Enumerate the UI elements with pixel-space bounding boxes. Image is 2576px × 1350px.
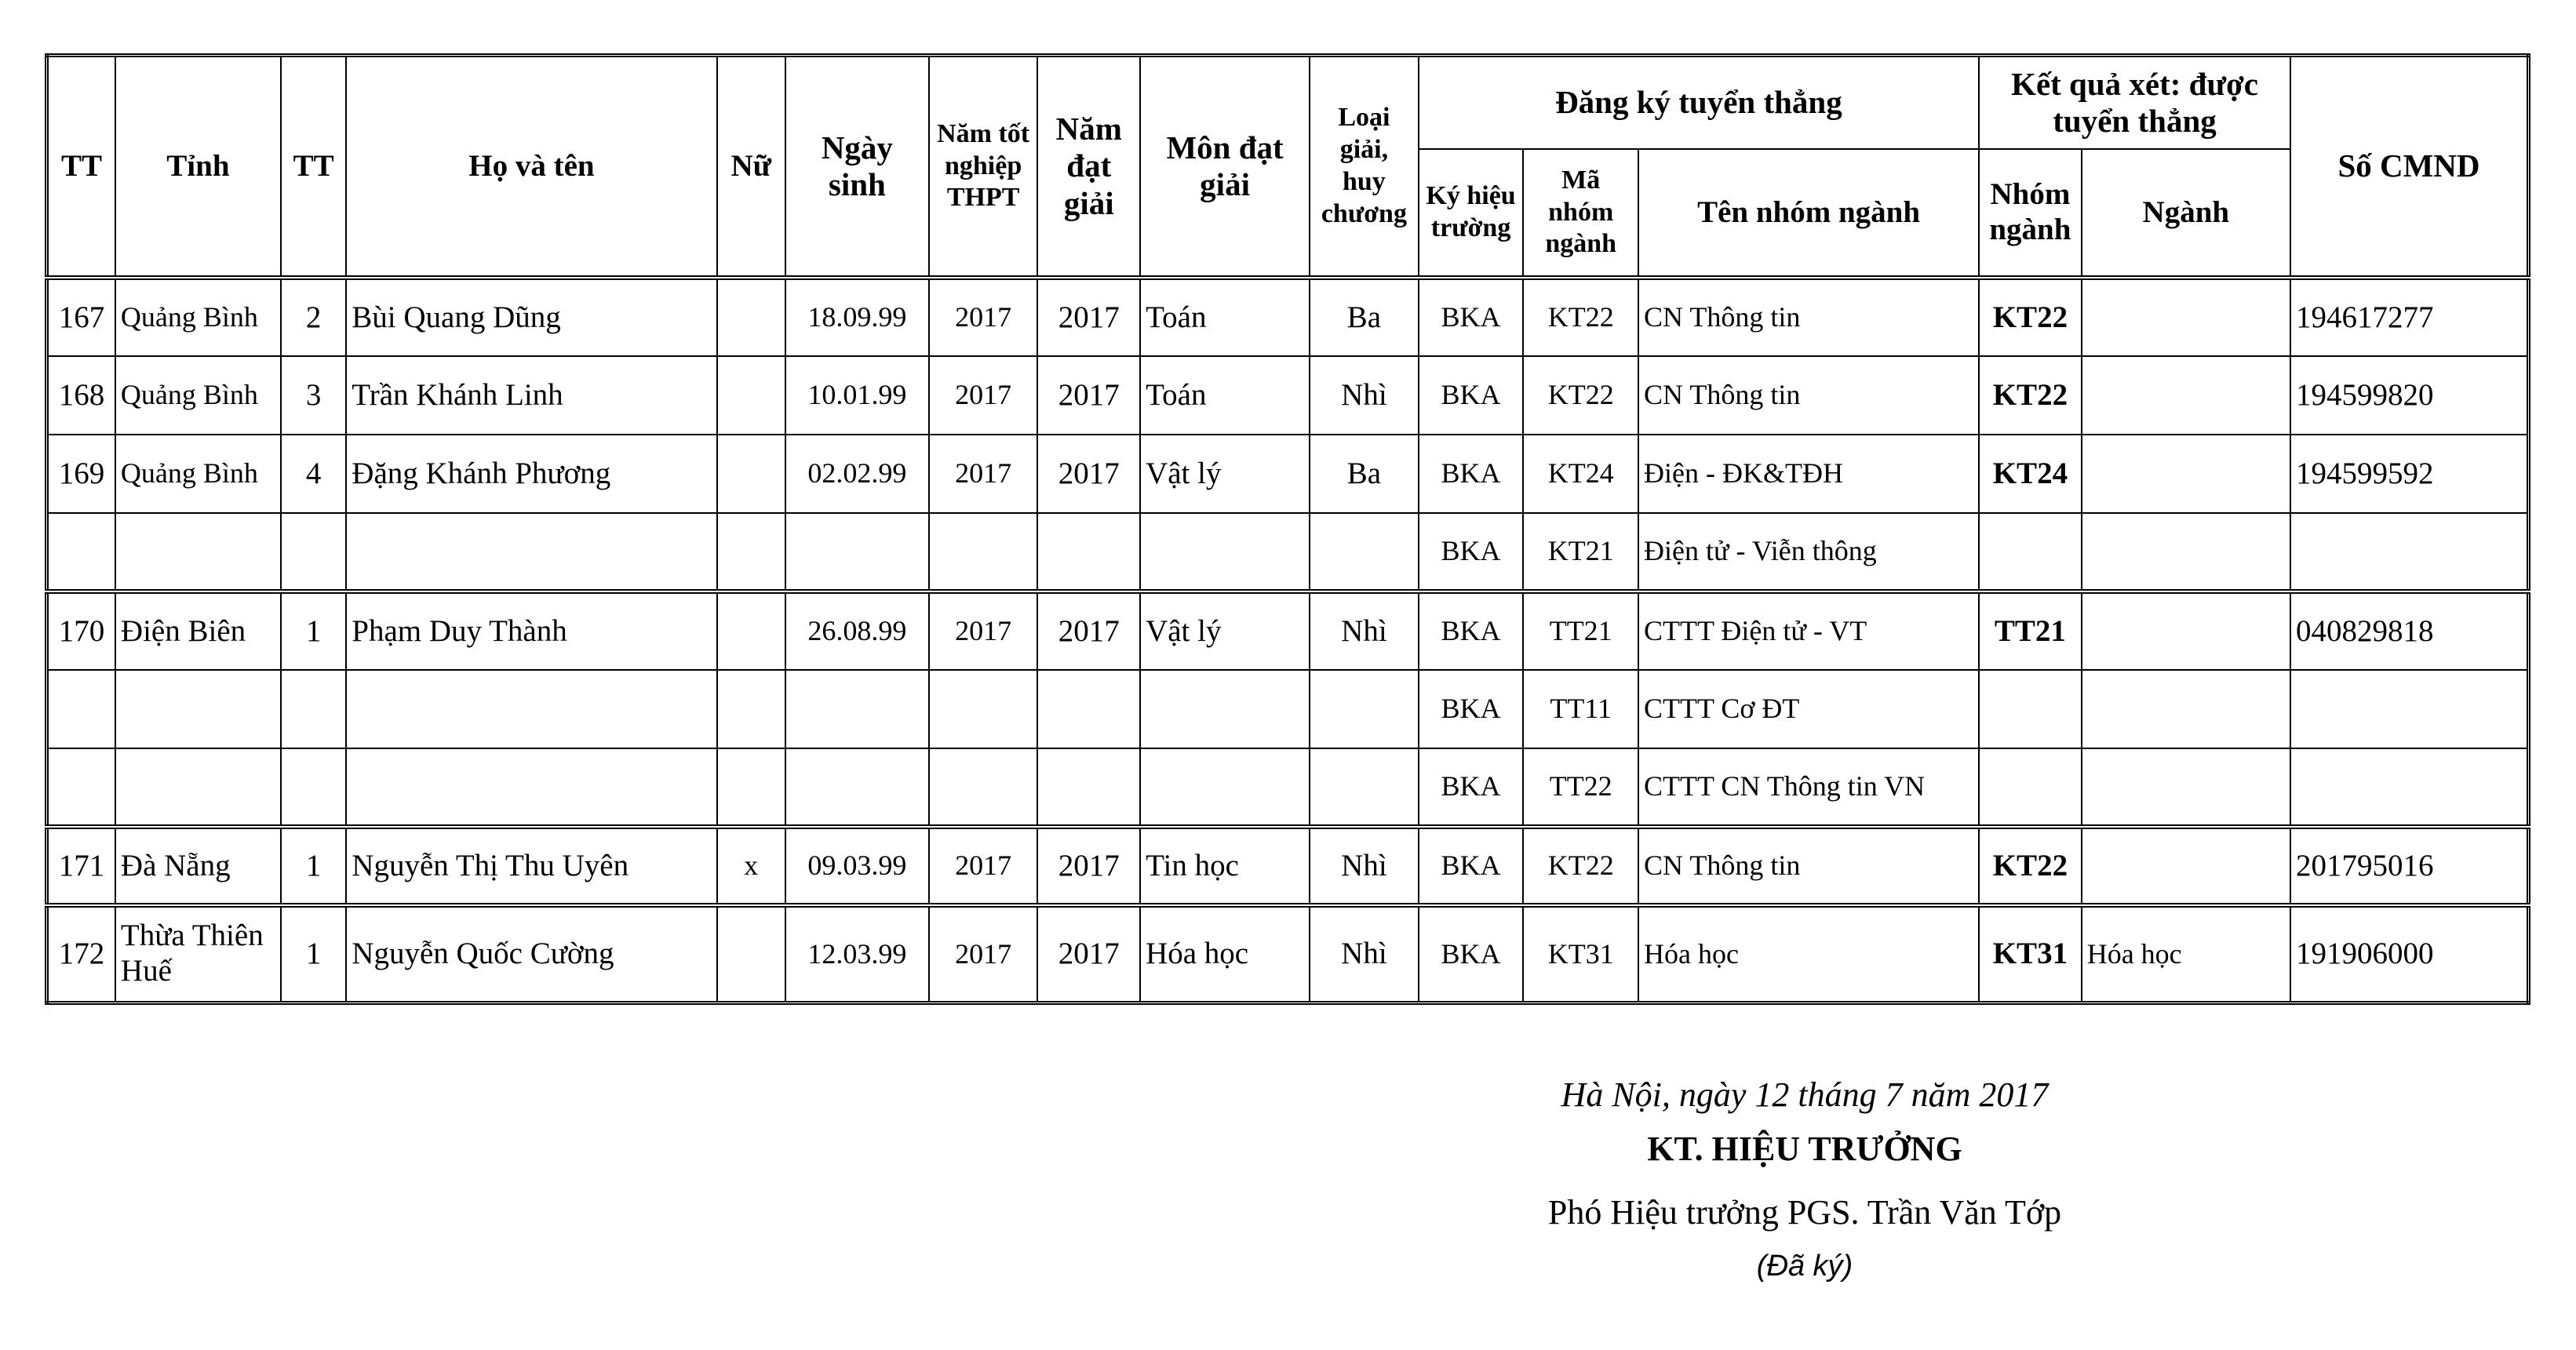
cell-award-year: 2017 <box>1037 435 1140 513</box>
cell-birth-date: 26.08.99 <box>785 591 929 670</box>
table-row <box>47 748 2529 827</box>
cell-graduation-year <box>929 670 1038 748</box>
cell-birth-date <box>785 670 929 748</box>
cell-result-group: KT31 <box>1979 905 2082 1002</box>
header-full-name: Họ và tên <box>346 56 716 278</box>
cell-tt2: 1 <box>281 591 346 670</box>
cell-result-major <box>2082 435 2290 513</box>
header-id-number: Số CMND <box>2290 56 2529 278</box>
cell-award-year: 2017 <box>1037 356 1140 435</box>
cell-award-type: Nhì <box>1310 591 1419 670</box>
cell-province: Quảng Bình <box>115 278 281 356</box>
cell-province <box>115 670 281 748</box>
cell-major-group-code: KT22 <box>1523 356 1638 435</box>
cell-graduation-year <box>929 513 1038 591</box>
cell-result-major <box>2082 670 2290 748</box>
cell-award-type <box>1310 748 1419 827</box>
cell-birth-date: 09.03.99 <box>785 827 929 905</box>
cell-birth-date: 02.02.99 <box>785 435 929 513</box>
cell-major-group-name: CTTT Cơ ĐT <box>1638 670 1979 748</box>
cell-tt2 <box>281 670 346 748</box>
header-award-subject: Môn đạt giải <box>1140 56 1310 278</box>
cell-tt: 168 <box>47 356 115 435</box>
cell-award-subject: Toán <box>1140 356 1310 435</box>
cell-full-name: Nguyễn Thị Thu Uyên <box>346 827 716 905</box>
cell-major-group-code: KT22 <box>1523 278 1638 356</box>
cell-result-major: Hóa học <box>2082 905 2290 1002</box>
cell-id-number <box>2290 748 2529 827</box>
cell-award-type: Ba <box>1310 278 1419 356</box>
cell-award-year: 2017 <box>1037 905 1140 1002</box>
cell-major-group-code: TT22 <box>1523 748 1638 827</box>
cell-school-code: BKA <box>1419 356 1524 435</box>
header-major-group-code: Mã nhóm ngành <box>1523 149 1638 278</box>
cell-id-number: 040829818 <box>2290 591 2529 670</box>
cell-tt: 171 <box>47 827 115 905</box>
cell-female <box>717 591 785 670</box>
cell-birth-date <box>785 748 929 827</box>
cell-female <box>717 748 785 827</box>
cell-tt <box>47 748 115 827</box>
cell-award-year <box>1037 748 1140 827</box>
cell-award-type: Ba <box>1310 435 1419 513</box>
cell-result-group: KT22 <box>1979 356 2082 435</box>
cell-award-type <box>1310 670 1419 748</box>
cell-major-group-code: KT22 <box>1523 827 1638 905</box>
cell-award-subject: Toán <box>1140 278 1310 356</box>
header-major-group-name: Tên nhóm ngành <box>1638 149 1979 278</box>
cell-major-group-name: Hóa học <box>1638 905 1979 1002</box>
header-birth-date: Ngày sinh <box>785 56 929 278</box>
cell-major-group-name: Điện tử - Viễn thông <box>1638 513 1979 591</box>
cell-full-name: Bùi Quang Dũng <box>346 278 716 356</box>
cell-full-name: Trần Khánh Linh <box>346 356 716 435</box>
cell-award-subject <box>1140 748 1310 827</box>
cell-result-group <box>1979 513 2082 591</box>
cell-award-type <box>1310 513 1419 591</box>
cell-province <box>115 748 281 827</box>
table-row <box>47 591 2529 670</box>
cell-major-group-name: CN Thông tin <box>1638 356 1979 435</box>
cell-result-group: KT22 <box>1979 278 2082 356</box>
cell-full-name: Nguyễn Quốc Cường <box>346 905 716 1002</box>
cell-tt: 167 <box>47 278 115 356</box>
cell-result-group: KT22 <box>1979 827 2082 905</box>
header-school-code: Ký hiệu trường <box>1419 149 1524 278</box>
cell-graduation-year: 2017 <box>929 356 1038 435</box>
cell-school-code: BKA <box>1419 435 1524 513</box>
header-result-major: Ngành <box>2082 149 2290 278</box>
cell-tt2 <box>281 513 346 591</box>
cell-award-year: 2017 <box>1037 827 1140 905</box>
header-award-year: Năm đạt giải <box>1037 56 1140 278</box>
cell-award-year: 2017 <box>1037 278 1140 356</box>
cell-major-group-code: KT24 <box>1523 435 1638 513</box>
cell-graduation-year: 2017 <box>929 435 1038 513</box>
table-row <box>47 278 2529 356</box>
cell-female <box>717 356 785 435</box>
cell-result-major <box>2082 513 2290 591</box>
cell-major-group-name: CN Thông tin <box>1638 278 1979 356</box>
cell-award-type: Nhì <box>1310 356 1419 435</box>
cell-major-group-code: KT21 <box>1523 513 1638 591</box>
cell-award-subject <box>1140 513 1310 591</box>
header-award-type: Loại giải, huy chương <box>1310 56 1419 278</box>
table-row <box>47 827 2529 905</box>
cell-tt: 170 <box>47 591 115 670</box>
cell-tt <box>47 513 115 591</box>
cell-birth-date: 10.01.99 <box>785 356 929 435</box>
cell-tt2: 1 <box>281 827 346 905</box>
cell-tt <box>47 670 115 748</box>
cell-school-code: BKA <box>1419 591 1524 670</box>
cell-full-name <box>346 748 716 827</box>
cell-result-major <box>2082 748 2290 827</box>
cell-major-group-name: CN Thông tin <box>1638 827 1979 905</box>
cell-school-code: BKA <box>1419 827 1524 905</box>
cell-female <box>717 278 785 356</box>
cell-school-code: BKA <box>1419 278 1524 356</box>
cell-school-code: BKA <box>1419 670 1524 748</box>
cell-id-number <box>2290 513 2529 591</box>
cell-result-group: TT21 <box>1979 591 2082 670</box>
cell-birth-date <box>785 513 929 591</box>
cell-full-name: Phạm Duy Thành <box>346 591 716 670</box>
cell-id-number: 194617277 <box>2290 278 2529 356</box>
cell-id-number: 194599820 <box>2290 356 2529 435</box>
cell-result-group <box>1979 748 2082 827</box>
cell-province: Thừa Thiên Huế <box>115 905 281 1002</box>
cell-graduation-year: 2017 <box>929 905 1038 1002</box>
header-graduation-year: Năm tốt nghiệp THPT <box>929 56 1038 278</box>
cell-id-number: 201795016 <box>2290 827 2529 905</box>
cell-province <box>115 513 281 591</box>
table-row <box>47 905 2529 1002</box>
cell-result-major <box>2082 591 2290 670</box>
table-row <box>47 670 2529 748</box>
cell-result-major <box>2082 356 2290 435</box>
cell-full-name: Đặng Khánh Phương <box>346 435 716 513</box>
cell-graduation-year <box>929 748 1038 827</box>
cell-tt2: 4 <box>281 435 346 513</box>
cell-school-code: BKA <box>1419 905 1524 1002</box>
cell-tt2: 3 <box>281 356 346 435</box>
cell-major-group-name: CTTT CN Thông tin VN <box>1638 748 1979 827</box>
place-date: Hà Nội, ngày 12 tháng 7 năm 2017 <box>1561 1075 2049 1114</box>
header-registration: Đăng ký tuyển thẳng <box>1419 56 1979 150</box>
cell-graduation-year: 2017 <box>929 827 1038 905</box>
cell-female <box>717 513 785 591</box>
table-row <box>47 356 2529 435</box>
admissions-table <box>45 53 2530 1005</box>
cell-result-major <box>2082 827 2290 905</box>
cell-award-type: Nhì <box>1310 905 1419 1002</box>
cell-major-group-code: KT31 <box>1523 905 1638 1002</box>
header-result: Kết quả xét: được tuyển thẳng <box>1979 56 2290 150</box>
table-body <box>47 278 2529 1002</box>
header-province: Tỉnh <box>115 56 281 278</box>
cell-female: x <box>717 827 785 905</box>
cell-female <box>717 905 785 1002</box>
cell-full-name <box>346 670 716 748</box>
cell-female <box>717 435 785 513</box>
cell-major-group-code: TT11 <box>1523 670 1638 748</box>
cell-award-subject: Hóa học <box>1140 905 1310 1002</box>
cell-province: Quảng Bình <box>115 435 281 513</box>
cell-graduation-year: 2017 <box>929 278 1038 356</box>
cell-birth-date: 12.03.99 <box>785 905 929 1002</box>
header-female: Nữ <box>717 56 785 278</box>
cell-id-number: 191906000 <box>2290 905 2529 1002</box>
table-row <box>47 513 2529 591</box>
header-result-group: Nhóm ngành <box>1979 149 2082 278</box>
cell-province: Điện Biên <box>115 591 281 670</box>
signed-note: (Đã ký) <box>1756 1250 1853 1283</box>
cell-province: Quảng Bình <box>115 356 281 435</box>
cell-result-major <box>2082 278 2290 356</box>
cell-award-year <box>1037 670 1140 748</box>
cell-major-group-name: CTTT Điện tử - VT <box>1638 591 1979 670</box>
cell-graduation-year: 2017 <box>929 591 1038 670</box>
cell-major-group-name: Điện - ĐK&TĐH <box>1638 435 1979 513</box>
cell-full-name <box>346 513 716 591</box>
cell-result-group <box>1979 670 2082 748</box>
cell-tt2 <box>281 748 346 827</box>
header-tt2: TT <box>281 56 346 278</box>
cell-award-type: Nhì <box>1310 827 1419 905</box>
cell-award-subject: Vật lý <box>1140 435 1310 513</box>
cell-female <box>717 670 785 748</box>
cell-award-subject <box>1140 670 1310 748</box>
cell-tt2: 1 <box>281 905 346 1002</box>
cell-province: Đà Nẵng <box>115 827 281 905</box>
cell-major-group-code: TT21 <box>1523 591 1638 670</box>
cell-tt2: 2 <box>281 278 346 356</box>
signer-title: KT. HIỆU TRƯỞNG <box>1647 1130 1962 1168</box>
cell-award-subject: Vật lý <box>1140 591 1310 670</box>
signature-block <box>1412 1075 2197 1283</box>
cell-result-group: KT24 <box>1979 435 2082 513</box>
cell-award-year: 2017 <box>1037 591 1140 670</box>
cell-birth-date: 18.09.99 <box>785 278 929 356</box>
signer-name: Phó Hiệu trưởng PGS. Trần Văn Tớp <box>1547 1193 2062 1232</box>
cell-award-year <box>1037 513 1140 591</box>
cell-tt: 172 <box>47 905 115 1002</box>
cell-tt: 169 <box>47 435 115 513</box>
cell-award-subject: Tin học <box>1140 827 1310 905</box>
cell-school-code: BKA <box>1419 748 1524 827</box>
table-row <box>47 435 2529 513</box>
cell-school-code: BKA <box>1419 513 1524 591</box>
cell-id-number <box>2290 670 2529 748</box>
header-tt: TT <box>47 56 115 278</box>
cell-id-number: 194599592 <box>2290 435 2529 513</box>
